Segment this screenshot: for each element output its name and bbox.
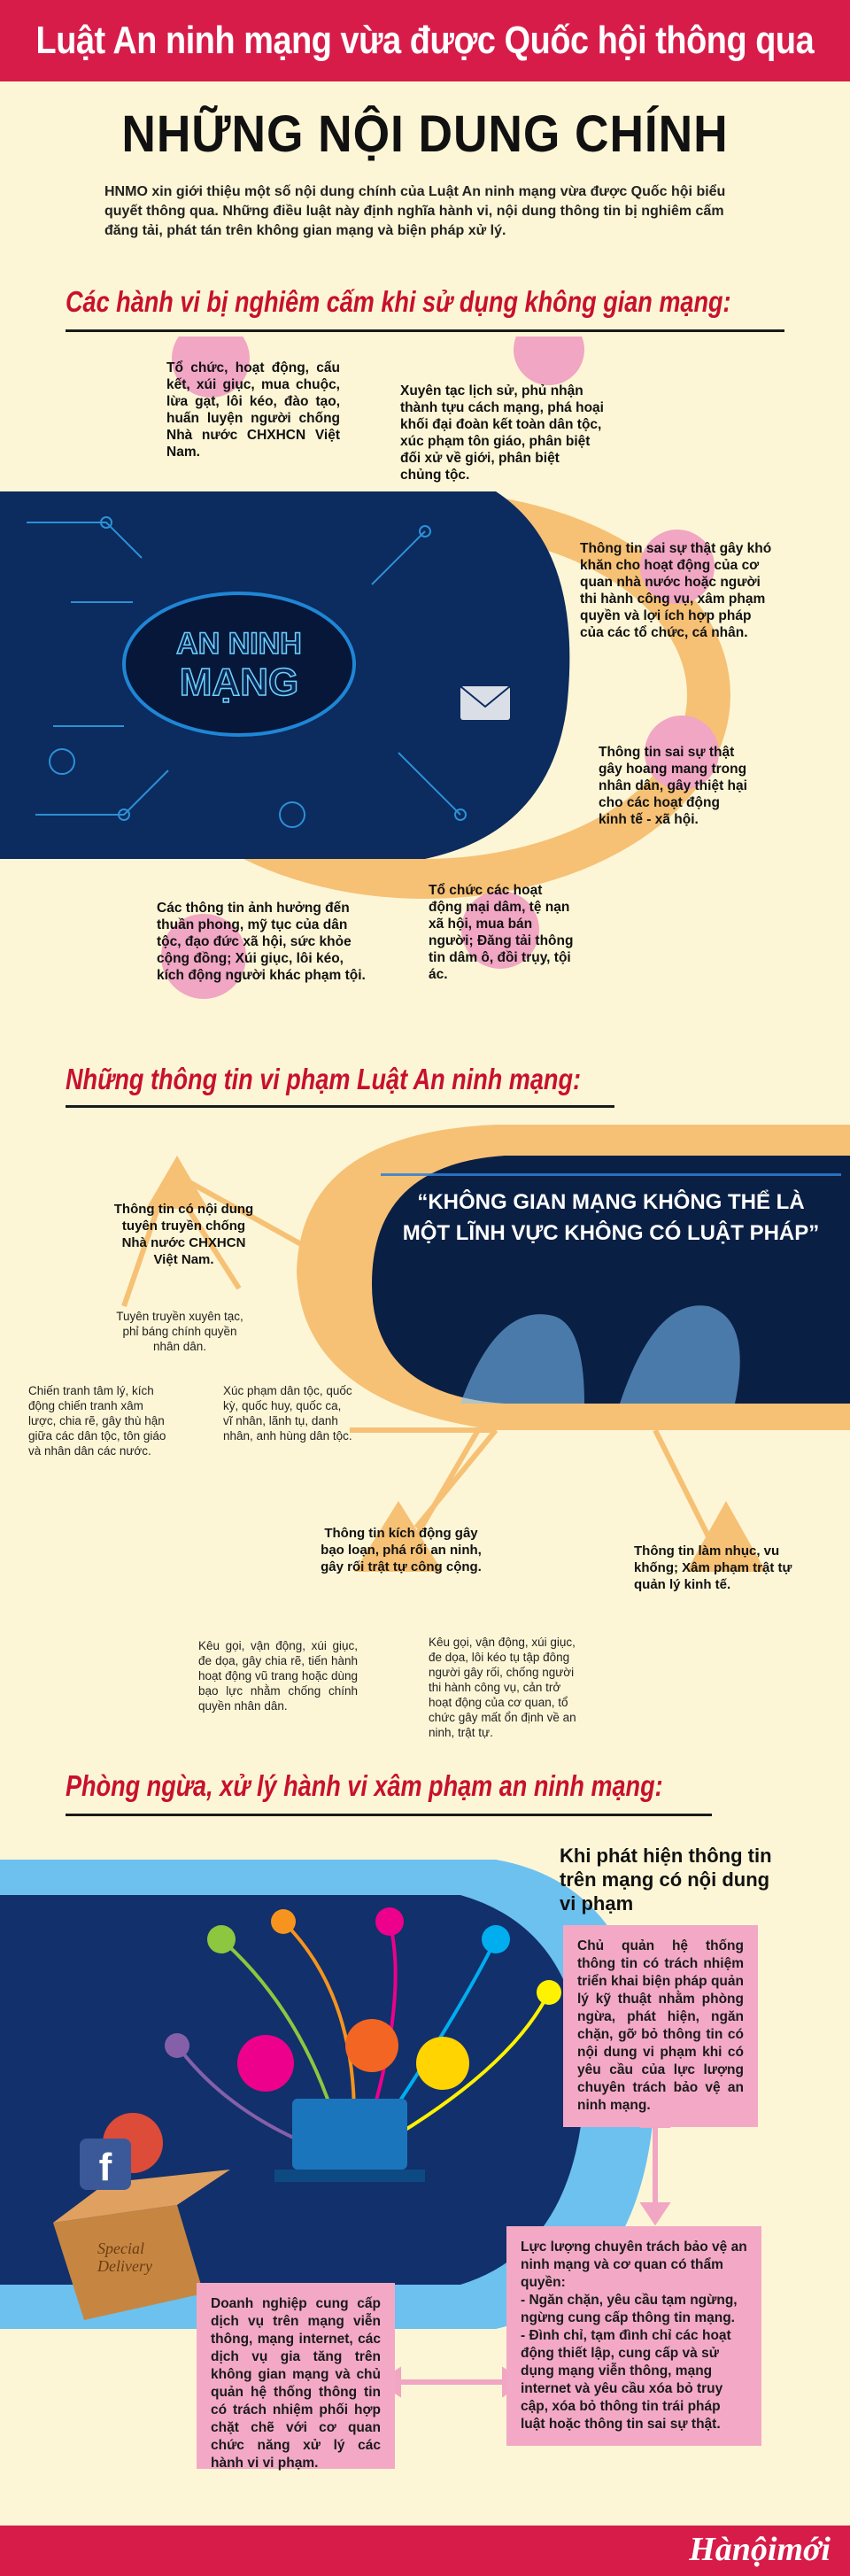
link-icon [345, 2019, 398, 2072]
footer-bar [0, 2526, 850, 2576]
violation-item-3: Thông tin sai sự thật gây khó khăn cho hoạt động của cơ quan nhà nước hoặc người thi hành công vụ, xâm phạm quyền và lợi ích hợp pháp của các tổ chức, cá nhân. [580, 541, 772, 640]
section2-title: Những thông tin vi phạm Luật An ninh mạng: [66, 1063, 581, 1095]
section1-rule [66, 329, 784, 332]
force-responsibility-box: Lực lượng chuyên trách bảo vệ an ninh mạng và cơ quan có thẩm quyền: - Ngăn chặn, yêu cầu tạm ngừng, ngừng cung cấp thông tin mạng. - Đình chỉ, tạm đình chỉ các hoạt động thiết lập, cung cấp và sử dụng mạng viễn thông, mạng internet và yêu cầu xóa bỏ truy cập, xóa bỏ thông tin trái pháp luật hoặc thông tin sai sự thật. [506, 2226, 761, 2446]
chart-icon [237, 2035, 294, 2092]
network-label-line1: AN NINH [176, 627, 302, 661]
section2-rule [66, 1105, 614, 1108]
riot-sub1: Kêu gọi, vận động, xúi giục, đe dọa, gây chia rẽ, tiến hành hoạt động vũ trang hoặc dùng bạo lực nhằm chống chính quyền nhân dân. [198, 1639, 358, 1713]
quote-line1: “KHÔNG GIAN MẠNG KHÔNG THỂ LÀ [417, 1190, 805, 1214]
intro-paragraph: HNMO xin giới thiệu một số nội dung chính của Luật An ninh mạng vừa được Quốc hội biểu quyết thông qua. Những điều luật này định nghĩa hành vi, nội dung thông tin bị nghiêm cấm đăng tải, phát tán trên không gian mạng và biện pháp xử lý. [104, 184, 726, 238]
top-banner [0, 0, 850, 81]
detect-heading: Khi phát hiện thông tin trên mạng có nội dung vi phạm [560, 1845, 772, 1915]
section3-rule [66, 1814, 712, 1816]
box-label-line1: Special [97, 2239, 144, 2257]
publisher-logo: Hànộimới [689, 2531, 831, 2568]
main-title: NHỮNG NỘI DUNG CHÍNH [121, 105, 729, 163]
anti-state-sub2: Chiến tranh tâm lý, kích động chiến tranh xâm lược, chia rẽ, gây thù hận giữa các dân tộc, tôn giáo và nhân dân các nước. [28, 1384, 166, 1458]
violation-item-5: Tổ chức các hoạt động mại dâm, tệ nạn xã hội, mua bán người; Đăng tải thông tin dâm ô, đồi trụy, tội ác. [429, 883, 574, 982]
quote-line2: MỘT LĨNH VỰC KHÔNG CÓ LUẬT PHÁP” [402, 1221, 820, 1245]
anti-state-heading: Thông tin có nội dung tuyên truyền chống Nhà nước CHXHCN Việt Nam. [113, 1202, 254, 1267]
anti-state-sub1: Tuyên truyền xuyên tạc, phỉ báng chính quyền nhân dân. [116, 1310, 243, 1353]
violation-item-4: Thông tin sai sự thật gây hoang mang trong nhân dân, gây thiệt hại cho các hoạt động kinh tế - xã hội. [599, 745, 747, 827]
svg-text:f: f [98, 2146, 112, 2189]
banner-title: Luật An ninh mạng vừa được Quốc hội thông qua [35, 19, 815, 62]
anti-state-sub3: Xúc phạm dân tộc, quốc kỳ, quốc huy, quốc ca, vĩ nhân, lãnh tụ, danh nhân, anh hùng dân tộc. [223, 1384, 352, 1443]
owner-responsibility-box: Chủ quản hệ thống thông tin có trách nhiệm triển khai biện pháp quản lý kỹ thuật nhằm phòng ngừa, phát hiện, ngăn chặn, gỡ bỏ thông tin có nội dung vi phạm khi có yêu cầu của lực lượng chuyên trách bảo vệ an ninh mạng. [563, 1925, 758, 2127]
violation-item-6: Các thông tin ảnh hưởng đến thuần phong, mỹ tục của dân tộc, đạo đức xã hội, sức khỏe cộng đồng; Xúi giục, lôi kéo, kích động người khác phạm tội. [157, 901, 366, 983]
laptop-icon [292, 2099, 407, 2170]
riot-sub2: Kêu gọi, vận động, xúi giục, đe dọa, lôi kéo tụ tập đông người gây rối, chống người thi hành công vụ, cản trở hoạt động của cơ quan, tổ chức gây mất ổn định về an ninh, trật tự. [429, 1636, 576, 1739]
business-responsibility-box: Doanh nghiệp cung cấp dịch vụ trên mạng viễn thông, mạng internet, các dịch vụ gia tăng trên không gian mạng và chủ quản hệ thống thông tin có trách nhiệm phối hợp chặt chẽ với cơ quan chức năng xử lý các hành vi vi phạm. [197, 2283, 395, 2469]
economy-heading: Thông tin làm nhục, vu khống; Xâm phạm trật tự quản lý kinh tế. [634, 1543, 792, 1592]
box-label-line2: Delivery [97, 2257, 152, 2275]
network-label-line2: MẠNG [179, 661, 299, 704]
section1-title: Các hành vi bị nghiêm cấm khi sử dụng không gian mạng: [66, 285, 731, 318]
violation-item-1: Tổ chức, hoạt động, cấu kết, xúi giục, mua chuộc, lừa gạt, lôi kéo, đào tạo, huấn luyện người chống Nhà nước CHXHCN Việt Nam. [166, 360, 340, 460]
riot-heading: Thông tin kích động gây bạo loạn, phá rối an ninh, gây rối trật tự công cộng. [321, 1526, 482, 1574]
like-icon [416, 2037, 469, 2090]
section3-title: Phòng ngừa, xử lý hành vi xâm phạm an ninh mạng: [66, 1769, 663, 1802]
violation-item-2: Xuyên tạc lịch sử, phủ nhận thành tựu cách mạng, phá hoại khối đại đoàn kết toàn dân tộc, xúc phạm tôn giáo, phân biệt đối xử về giới, phân biệt chủng tộc. [400, 383, 604, 483]
